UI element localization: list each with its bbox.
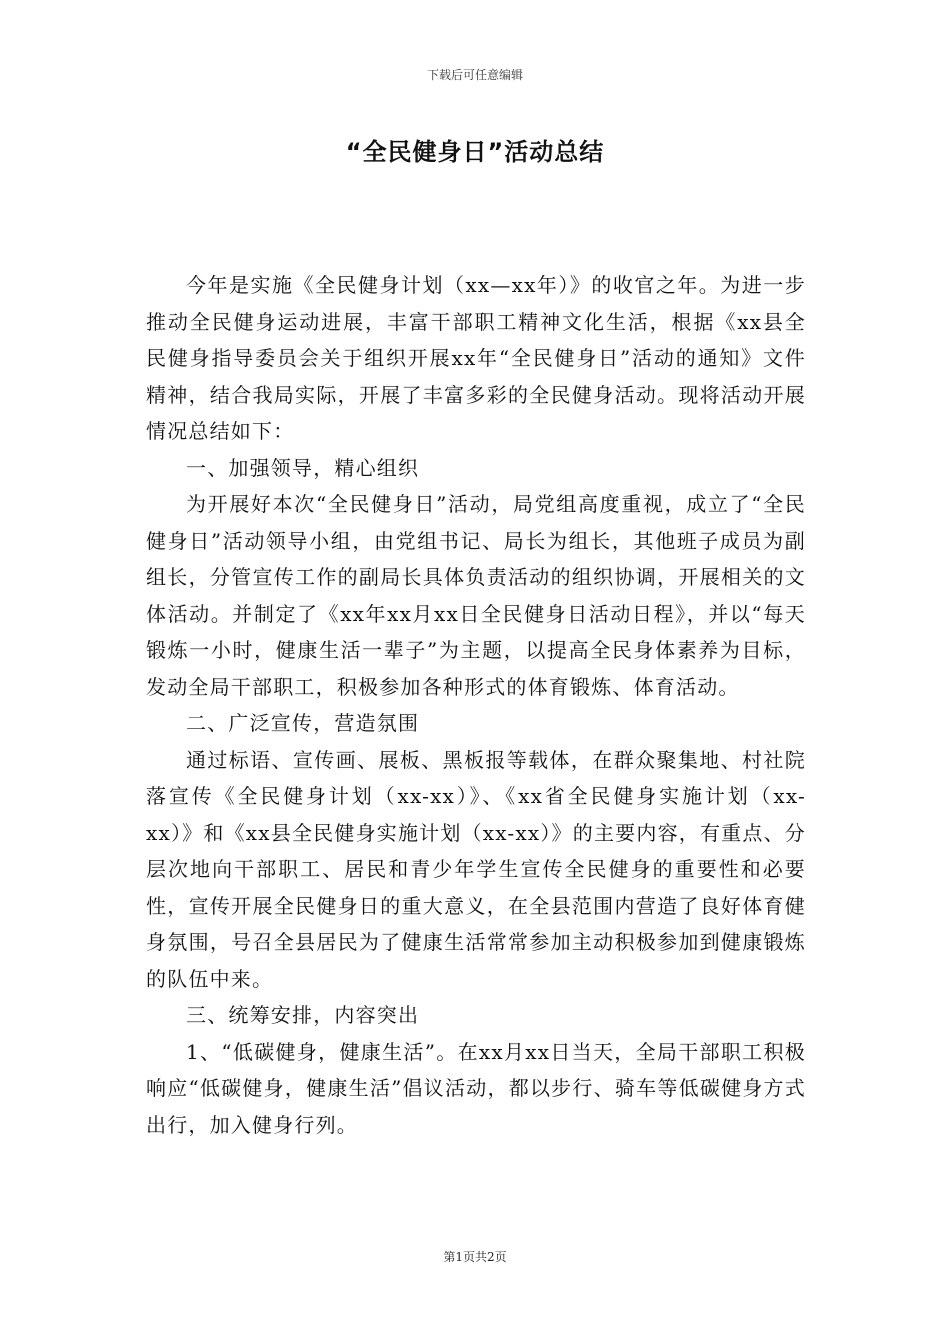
paragraph-section-3-item-1: 1、“低碳健身，健康生活”。在xx月xx日当天，全局干部职工积极响应“低碳健身，健康生活”倡议活动，都以步行、骑车等低碳健身方式出行，加入健身行列。: [146, 1039, 806, 1137]
paragraph-section-2: 通过标语、宣传画、展板、黑板报等载体，在群众聚集地、村社院落宣传《全民健身计划（xx-xx）》、《xx省全民健身实施计划（xx-xx）》和《xx县全民健身实施计划（xx-xx）》的主要内容，有重点、分层次地向干部职工、居民和青少年学生宣传全民健身的重要性和必要性，宣传开展全民健身日的重大意义，在全县范围内营造了良好体育健身氛围，号召全县居民为了健康生活常常参加主动积极参加到健康锻炼的队伍中来。: [146, 747, 806, 991]
header-note: 下载后可任意编辑: [426, 68, 523, 82]
section-heading-2: 二、广泛宣传，营造氛围: [186, 711, 420, 735]
page-number: 第1页共2页: [443, 1250, 507, 1264]
paragraph-section-1: 为开展好本次“全民健身日”活动，局党组高度重视，成立了“全民健身日”活动领导小组，由党组书记、局长为组长，其他班子成员为副组长，分管宣传工作的副局长具体负责活动的组织协调，开展相关的文体活动。并制定了《xx年xx月xx日全民健身日活动日程》，并以“每天锻炼一小时，健康生活一辈子”为主题，以提高全民身体素养为目标，发动全局干部职工，积极参加各种形式的体育锻炼、体育活动。: [146, 492, 806, 699]
document-title: “全民健身日”活动总结: [345, 138, 605, 166]
paragraph-intro: 今年是实施《全民健身计划（xx—xx年）》的收官之年。为进一步推动全民健身运动进展，丰富干部职工精神文化生活，根据《xx县全民健身指导委员会关于组织开展xx年“全民健身日”活动的通知》文件精神，结合我局实际，开展了丰富多彩的全民健身活动。现将活动开展情况总结如下：: [146, 273, 806, 443]
section-heading-1: 一、加强领导，精心组织: [186, 455, 420, 480]
section-heading-3: 三、统筹安排，内容突出: [186, 1003, 420, 1027]
document-body: [146, 267, 806, 1143]
